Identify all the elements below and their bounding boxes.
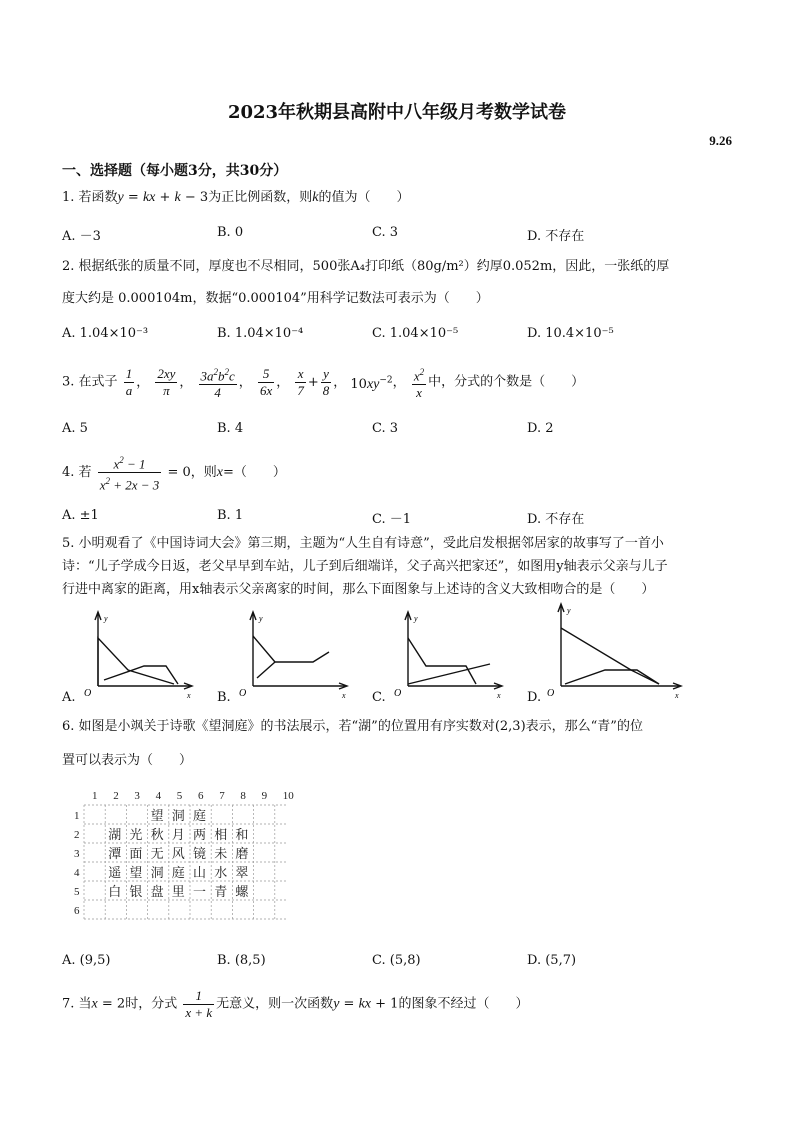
exam-date: 9.26 [709,133,732,148]
q2-option-c[interactable]: C. 1.04×10⁻⁵ [372,326,459,341]
grid-character: 无 [150,847,164,862]
grid-character: 青 [214,885,228,900]
q3-option-b[interactable]: B. 4 [217,421,244,436]
q4-option-b[interactable]: B. 1 [217,508,244,523]
grid-character: 相 [214,828,228,843]
grid-row-number: 2 [74,829,80,841]
q2-option-b[interactable]: B. 1.04×10⁻⁴ [217,326,304,341]
question-4: 4. 若 $\frac{x^2 - 1}{x^2 + 2x - 3}$ = 0，则x=（ ） [62,452,286,494]
q5-graph-d [545,600,685,700]
grid-row-number: 1 [74,810,80,822]
grid-character: 螺 [235,885,249,900]
svg-text:x: x [497,691,501,700]
svg-text:O: O [84,688,92,699]
q5-option-b[interactable]: B. [217,690,231,705]
q3-option-c[interactable]: C. 3 [372,421,399,436]
q3-text-a: 3. 在式子 [62,374,118,390]
svg-text:x: x [187,691,191,700]
q3-expr-3: $\frac{3a^2b^2c}{4}$ [199,364,237,401]
q4-option-d[interactable]: D. 不存在 [527,512,585,527]
question-5-line-1: 5. 小明观看了《中国诗词大会》第三期，主题为“人生自有诗意”，受此启发根据邻居家的故事写了一首小 [62,536,664,551]
q5-graph-c [392,608,507,700]
grid-character: 山 [193,866,207,881]
q4-text-a: 4. 若 [62,464,92,480]
grid-character: 和 [235,828,249,843]
grid-character: 里 [171,885,185,900]
q5-graph-a [82,608,197,700]
q1-option-a[interactable]: A. －3 [62,229,101,244]
question-5-line-2: 诗：“儿子学成今日返，老父早早到车站，儿子到后细端详，父子高兴把家还”，如图用y轴表示父亲与儿子 [62,559,668,574]
q4-fraction: $\frac{x^2 - 1}{x^2 + 2x - 3}$ [98,452,162,494]
q5-option-d[interactable]: D. [527,690,542,705]
q6-option-a[interactable]: A. (9,5) [62,953,111,968]
q1-option-d[interactable]: D. 不存在 [527,229,585,244]
grid-character: 湖 [108,828,122,843]
grid-row-number: 6 [74,905,80,917]
q3-option-a[interactable]: A. 5 [62,421,88,436]
q1-text-a: 1. 若函数 [62,190,118,205]
grid-col-number: 4 [155,790,162,802]
grid-character: 潭 [108,847,122,862]
q3-expr-2: $\frac{2xy}{\pi}$ [157,366,176,399]
grid-character: 望 [129,866,143,881]
question-7: 7. 当x = 2时，分式 $\frac{1}{x + k}$ 无意义，则一次函数y = kx + 1的图象不经过（ ） [62,988,529,1020]
question-5-line-3: 行进中离家的距离，用x轴表示父亲离家的时间，那么下面图象与上述诗的含义大致相吻合的是（ ） [62,582,655,597]
q7-text-d: 的图象不经过（ ） [398,996,529,1012]
q3-expr-8: $\frac{x^2}{x}$ [412,364,426,401]
grid-character: 遥 [108,866,122,881]
question-6-line-2: 置可以表示为（ ） [62,753,193,768]
grid-character: 秋 [150,828,164,843]
q7-fraction: $\frac{1}{x + k}$ [185,988,213,1020]
q5-option-a[interactable]: A. [62,690,76,705]
q4-option-a[interactable]: A. ±1 [62,508,99,523]
grid-character: 庭 [171,866,185,881]
grid-character: 两 [193,828,207,843]
q3-expr-4: $\frac{5}{6x}$ [259,366,273,399]
grid-character: 光 [129,828,143,843]
svg-text:O: O [239,688,247,699]
q1-text-b: 为正比例函数，则 [208,190,313,205]
svg-text:y: y [567,606,571,615]
grid-col-number: 8 [240,790,246,802]
question-1: 1. 若函数y = kx + k − 3为正比例函数，则k的值为（ ） [62,190,410,205]
q1-text-c: 的值为（ ） [318,190,410,205]
q7-text-c: 无意义，则一次函数 [216,996,334,1012]
q6-option-c[interactable]: C. (5,8) [372,953,421,968]
grid-col-number: 2 [113,790,119,802]
svg-text:y: y [259,614,263,623]
q3-expr-7: $10xy^{-2}$ [350,375,393,392]
q7-text-b: 时，分式 [125,996,178,1012]
grid-character: 面 [129,847,143,862]
q6-option-b[interactable]: B. (8,5) [217,953,266,968]
question-3: 3. 在式子 $\frac{1}{a}$ ， $\frac{2xy}{\pi}$ ， $\frac{3a^2b^2c}{4}$ ， $\frac{5}{6x}$ ， $\frac{x}{7}$ + $\frac{y}{8}$ ， $10xy^{-2}$， $\frac{x^2}{x}$ 中，分式的个数是（ ） [62,364,584,401]
q4-option-c[interactable]: C. －1 [372,512,412,527]
grid-col-number: 3 [134,790,140,802]
q5-option-c[interactable]: C. [372,690,386,705]
svg-text:O: O [547,688,555,699]
grid-character: 一 [193,885,207,900]
grid-col-number: 1 [92,790,98,802]
grid-row-number: 4 [74,867,80,879]
grid-character: 磨 [235,847,249,862]
grid-character: 洞 [171,809,185,824]
grid-character: 银 [129,885,143,900]
q2-option-a[interactable]: A. 1.04×10⁻³ [62,326,149,341]
grid-character: 白 [108,885,122,900]
grid-character: 风 [171,847,185,862]
q1-option-c[interactable]: C. 3 [372,225,399,240]
svg-text:y: y [414,614,418,623]
question-2-line-2: 度大约是 0.000104m，数据“0.000104”用科学记数法可表示为（ ） [62,291,489,306]
page-title: 2023年秋期县高附中八年级月考数学试卷 [227,102,567,123]
grid-character: 水 [214,866,228,881]
q6-calligraphy-grid [72,787,297,927]
q3-expr-5: $\frac{x}{7}$ [297,366,304,399]
q3-expr-6: $\frac{y}{8}$ [322,366,330,399]
q4-text-c: =（ ） [222,464,286,480]
grid-col-number: 6 [198,790,204,802]
question-2-line-1: 2. 根据纸张的质量不同，厚度也不尽相同，500张A₄打印纸（80g/m²）约厚0.052m，因此，一张纸的厚 [62,259,670,274]
q3-text-b: 中，分式的个数是（ ） [428,374,585,390]
q5-graph-b [237,608,352,700]
svg-text:O: O [394,688,402,699]
grid-character: 未 [214,847,228,862]
q3-option-d[interactable]: D. 2 [527,421,554,436]
grid-character: 月 [171,828,185,843]
grid-col-number: 9 [261,790,268,802]
section-heading: 一、选择题（每小题3分，共30分） [62,163,288,179]
q1-formula: y [117,190,124,205]
grid-col-number: 7 [219,790,225,802]
grid-character: 盘 [150,885,164,900]
q7-text-a: 7. 当 [62,996,92,1012]
svg-text:x: x [675,691,679,700]
q2-option-d[interactable]: D. 10.4×10⁻⁵ [527,326,614,341]
grid-col-number: 10 [282,790,294,802]
grid-character: 望 [150,809,164,824]
grid-character: 翠 [235,866,249,881]
grid-row-number: 5 [74,886,80,898]
question-6-line-1: 6. 如图是小飒关于诗歌《望洞庭》的书法展示，若“湖”的位置用有序实数对(2,3)表示，那么“青”的位 [62,719,643,734]
q3-expr-1: $\frac{1}{a}$ [125,366,133,399]
svg-text:y: y [104,614,108,623]
svg-text:x: x [342,691,346,700]
q1-option-b[interactable]: B. 0 [217,225,244,240]
grid-character: 庭 [193,809,207,824]
q4-text-b: = 0，则 [167,464,217,480]
grid-row-number: 3 [74,848,80,860]
grid-character: 洞 [150,866,164,881]
q6-option-d[interactable]: D. (5,7) [527,953,577,968]
grid-col-number: 5 [176,790,183,802]
grid-character: 镜 [193,847,207,862]
